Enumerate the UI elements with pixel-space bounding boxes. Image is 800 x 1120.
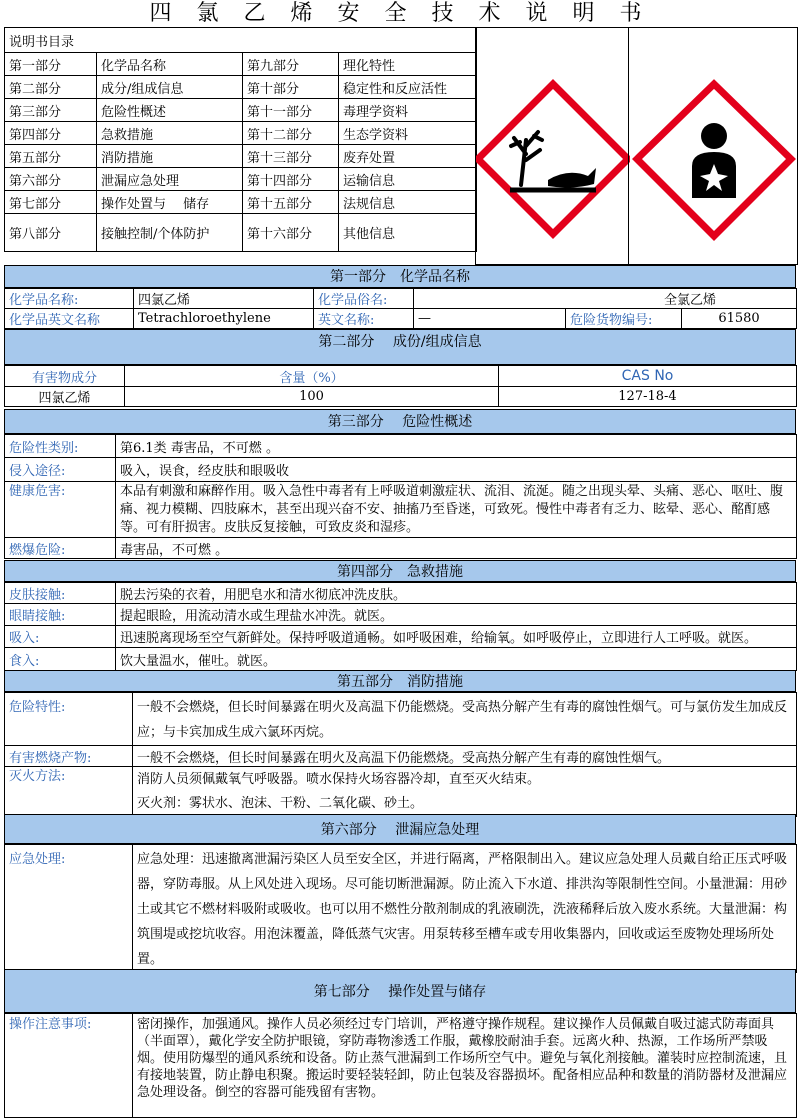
section-5-header: 第五部分 消防措施 bbox=[4, 670, 796, 692]
emergency-label: 应急处理: bbox=[5, 845, 133, 973]
section-4-table bbox=[4, 582, 797, 671]
section-6-table bbox=[4, 844, 797, 973]
component-header: 有害物成分 bbox=[5, 366, 125, 387]
toc-heading: 说明书目录 bbox=[5, 28, 477, 53]
toc-row bbox=[5, 122, 477, 145]
name-label: 化学品名称: bbox=[5, 289, 134, 309]
cas-value: 127-18-4 bbox=[499, 387, 797, 407]
section-6-header: 第六部分 泄漏应急处理 bbox=[4, 814, 796, 844]
toc-cell: 第八部分 bbox=[5, 214, 97, 252]
section-7-header: 第七部分 操作处置与储存 bbox=[4, 969, 796, 1013]
toc-cell: 第四部分 bbox=[5, 122, 97, 145]
section-2-table bbox=[4, 365, 797, 407]
eye-value: 提起眼睑，用流动清水或生理盐水冲洗。就医。 bbox=[116, 604, 797, 626]
toc-cell: 生态学资料 bbox=[339, 122, 477, 145]
route-label: 侵入途径: bbox=[5, 458, 116, 482]
fire-value: 毒害品，不可燃 。 bbox=[116, 538, 797, 559]
toc-cell: 第一部分 bbox=[5, 53, 97, 76]
toc-cell: 第十四部分 bbox=[243, 168, 339, 191]
fire-hazard-value: 一般不会燃烧，但长时间暴露在明火及高温下仍能燃烧。受高热分解产生有毒的腐蚀性烟气。可与氯仿发生加成反应；与卡宾加成生成六氯环丙烷。 bbox=[133, 693, 797, 746]
handling-value: 密闭操作，加强通风。操作人员必须经过专门培训，严格遵守操作规程。建议操作人员佩戴自吸过滤式防毒面具（半面罩），戴化学安全防护眼镜，穿防毒物渗透工作服，戴橡胶耐油手套。远离火种、热源，工作场所严禁吸烟。使用防爆型的通风系统和设备。防止蒸气泄漏到工作场所空气中。避免与氧化剂接触。灌装时应控制流速，且有接地装置，防止静电积聚。搬运时要轻装轻卸，防止包装及容器损坏。配备相应品种和数量的消防器材及泄漏应急处理设备。倒空的容器可能残留有害物。 bbox=[133, 1014, 797, 1118]
alias-value: 全氯乙烯 bbox=[414, 289, 797, 309]
toc-cell: 接触控制/个体防护 bbox=[97, 214, 243, 252]
toc-row bbox=[5, 99, 477, 122]
toc-row bbox=[5, 191, 477, 214]
ingestion-label: 食入: bbox=[5, 648, 116, 671]
toc-row bbox=[5, 214, 477, 252]
health-value: 本品有刺激和麻醉作用。吸入急性中毒者有上呼吸道刺激症状、流泪、流涎。随之出现头晕、头痛、恶心、呕吐、腹痛、视力模糊、四肢麻木，甚至出现兴奋不安、抽搐乃至昏迷，可致死。慢性中毒者有乏力、眩晕、恶心、酩酊感等。可有肝损害。皮肤反复接触，可致皮炎和湿疹。 bbox=[116, 482, 797, 538]
toc-row bbox=[5, 168, 477, 191]
toc-cell: 第十部分 bbox=[243, 76, 339, 99]
name-value: 四氯乙烯 bbox=[134, 289, 314, 309]
emergency-value: 应急处理：迅速撤离泄漏污染区人员至安全区，并进行隔离，严格限制出入。建议应急处理人员戴自给正压式呼吸器，穿防毒服。从上风处进入现场。尽可能切断泄漏源。防止流入下水道、排洪沟等限制性空间。小量泄漏：用砂土或其它不燃材料吸附或吸收。也可以用不燃性分散剂制成的乳液刷洗，洗液稀释后放入废水系统。大量泄漏：构筑围堤或挖坑收容。用泡沫覆盖，降低蒸气灾害。用泵转移至槽车或专用收集器内，回收或运至废物处理场所处置。 bbox=[133, 845, 797, 973]
section-1-table bbox=[4, 288, 797, 329]
toc-cell: 第三部分 bbox=[5, 99, 97, 122]
toc-cell: 成分/组成信息 bbox=[97, 76, 243, 99]
un-number-value: 61580 bbox=[682, 309, 797, 329]
handling-label: 操作注意事项: bbox=[5, 1014, 133, 1118]
content-value: 100 bbox=[125, 387, 499, 407]
section-7-table bbox=[4, 1013, 797, 1118]
toc-cell: 第十六部分 bbox=[243, 214, 339, 252]
section-2-header: 第二部分 成份/组成信息 bbox=[4, 329, 796, 365]
extinguish-value-1: 消防人员须佩戴氧气呼吸器。喷水保持火场容器冷却，直至灭火结束。 bbox=[137, 772, 541, 787]
toc-row bbox=[5, 76, 477, 99]
english-short-value: — bbox=[414, 309, 566, 329]
fire-label: 燃爆危险: bbox=[5, 538, 116, 559]
skin-value: 脱去污染的衣着，用肥皂水和清水彻底冲洗皮肤。 bbox=[116, 583, 797, 604]
toc-cell: 毒理学资料 bbox=[339, 99, 477, 122]
hazard-class-value: 第6.1类 毒害品，不可燃 。 bbox=[116, 435, 797, 458]
english-short-label: 英文名称: bbox=[314, 309, 414, 329]
combustion-products-label: 有害燃烧产物: bbox=[5, 746, 133, 767]
toc-cell: 运输信息 bbox=[339, 168, 477, 191]
toc-cell: 废弃处置 bbox=[339, 145, 477, 168]
toc-cell: 急救措施 bbox=[97, 122, 243, 145]
toc-cell: 第六部分 bbox=[5, 168, 97, 191]
content-header: 含量（%） bbox=[125, 366, 499, 387]
inhalation-label: 吸入: bbox=[5, 626, 116, 648]
hazard-class-label: 危险性类别: bbox=[5, 435, 116, 458]
document-title: 四 氯 乙 烯 安 全 技 术 说 明 书 bbox=[149, 1, 651, 26]
toc-cell: 第十二部分 bbox=[243, 122, 339, 145]
toc-cell: 第十一部分 bbox=[243, 99, 339, 122]
component-value: 四氯乙烯 bbox=[5, 387, 125, 407]
eye-label: 眼睛接触: bbox=[5, 604, 116, 626]
toc-cell: 理化特性 bbox=[339, 53, 477, 76]
toc-row bbox=[5, 53, 477, 76]
toc-cell: 第十五部分 bbox=[243, 191, 339, 214]
alias-label: 化学品俗名: bbox=[314, 289, 414, 309]
combustion-products-value: 一般不会燃烧，但长时间暴露在明火及高温下仍能燃烧。受高热分解产生有毒的腐蚀性烟气。 bbox=[133, 746, 797, 767]
health-hazard-icon bbox=[628, 27, 798, 265]
ingestion-value: 饮大量温水，催吐。就医。 bbox=[116, 648, 797, 671]
fire-hazard-label: 危险特性: bbox=[5, 693, 133, 746]
health-label: 健康危害: bbox=[5, 482, 116, 538]
extinguish-value-2: 灭火剂：雾状水、泡沫、干粉、二氧化碳、砂土。 bbox=[137, 796, 424, 811]
toc-cell: 第七部分 bbox=[5, 191, 97, 214]
cas-header: CAS No bbox=[499, 366, 797, 387]
toc-cell: 危险性概述 bbox=[97, 99, 243, 122]
english-name-label: 化学品英文名称 bbox=[5, 309, 134, 329]
section-1-header: 第一部分 化学品名称 bbox=[4, 265, 796, 288]
toc-cell: 其他信息 bbox=[339, 214, 477, 252]
section-4-header: 第四部分 急救措施 bbox=[4, 560, 796, 582]
toc-cell: 消防措施 bbox=[97, 145, 243, 168]
toc-cell: 法规信息 bbox=[339, 191, 477, 214]
section-5-table bbox=[4, 692, 797, 817]
toc-table bbox=[4, 27, 477, 252]
toc-cell: 第五部分 bbox=[5, 145, 97, 168]
environment-hazard-icon bbox=[475, 27, 629, 265]
toc-cell: 化学品名称 bbox=[97, 53, 243, 76]
toc-cell: 泄漏应急处理 bbox=[97, 168, 243, 191]
section-3-header: 第三部分 危险性概述 bbox=[4, 409, 796, 434]
extinguish-label: 灭火方法: bbox=[5, 767, 133, 817]
route-value: 吸入，误食，经皮肤和眼吸收 bbox=[116, 458, 797, 482]
un-number-label: 危险货物编号: bbox=[566, 309, 682, 329]
toc-cell: 第二部分 bbox=[5, 76, 97, 99]
toc-cell: 第十三部分 bbox=[243, 145, 339, 168]
toc-row bbox=[5, 145, 477, 168]
skin-label: 皮肤接触: bbox=[5, 583, 116, 604]
inhalation-value: 迅速脱离现场至空气新鲜处。保持呼吸道通畅。如呼吸困难，给输氧。如呼吸停止，立即进行人工呼吸。就医。 bbox=[116, 626, 797, 648]
toc-cell: 稳定性和反应活性 bbox=[339, 76, 477, 99]
section-3-table bbox=[4, 434, 797, 559]
toc-cell: 第九部分 bbox=[243, 53, 339, 76]
english-name-value: Tetrachloroethylene bbox=[134, 309, 314, 329]
toc-cell: 操作处置与 储存 bbox=[97, 191, 243, 214]
